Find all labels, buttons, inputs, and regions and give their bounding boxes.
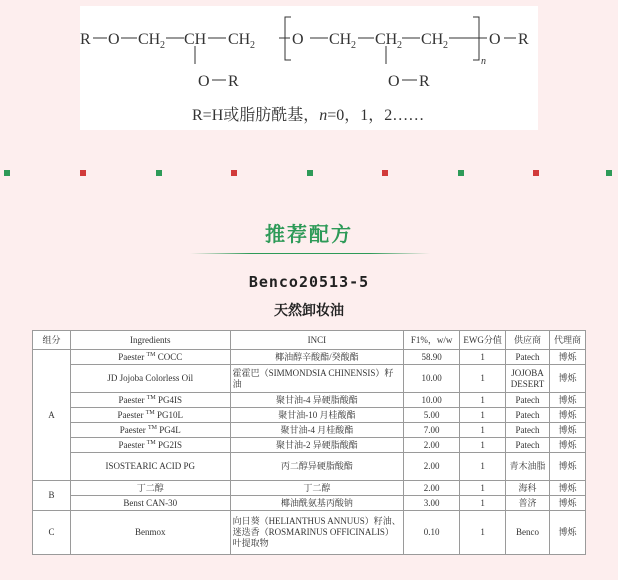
inci-cell: 椰油酰氨基丙酸钠 (230, 496, 404, 511)
atom-ch2: CH (138, 31, 161, 48)
ewg-cell: 1 (460, 393, 506, 408)
f1-cell: 2.00 (404, 453, 460, 481)
supplier-cell: 海科 (506, 481, 550, 496)
recipe-table (32, 330, 586, 555)
ingredient-suffix: COCC (157, 351, 183, 362)
table-row (33, 423, 586, 438)
table-row (33, 438, 586, 453)
header-cell: 供应商 (506, 331, 550, 350)
section-title: 推荐配方 (265, 222, 353, 246)
table-row (33, 481, 586, 496)
side-atom-o: O (198, 73, 210, 90)
inci-cell: 聚甘油-4 异硬脂酸酯 (230, 393, 404, 408)
dot-green (606, 170, 612, 176)
supplier-cell: JOJOBA DESERT (506, 365, 550, 393)
ingredient-name: Paester (119, 424, 146, 435)
dot-green (4, 170, 10, 176)
atom-subscript: 2 (160, 40, 165, 51)
header-cell: 代理商 (550, 331, 586, 350)
ewg-cell: 1 (460, 423, 506, 438)
atom-ch2: CH (329, 31, 352, 48)
agent-cell: 博烁 (550, 496, 586, 511)
dot-red (533, 170, 539, 176)
agent-cell: 博烁 (550, 350, 586, 365)
ingredient-name: Paester (118, 394, 145, 405)
ingredient-suffix: PG4IS (157, 394, 182, 405)
atom-r-right: R (518, 31, 529, 48)
side-atom-r: R (419, 73, 430, 90)
trademark-mark: TM (146, 439, 156, 446)
atom-ch: CH (184, 31, 207, 48)
ingredient-cell (70, 438, 230, 453)
agent-cell: 博烁 (550, 408, 586, 423)
group-label-cell: C (33, 511, 71, 555)
side-atom-r: R (228, 73, 239, 90)
ewg-cell: 1 (460, 481, 506, 496)
decorative-dot-row (0, 168, 618, 178)
agent-cell: 博烁 (550, 481, 586, 496)
table-row (33, 393, 586, 408)
table-row (33, 453, 586, 481)
table-row (33, 511, 586, 555)
f1-cell: 3.00 (404, 496, 460, 511)
title-underline (190, 253, 430, 254)
formula-name: 天然卸妆油 (274, 303, 344, 319)
f1-cell: 5.00 (404, 408, 460, 423)
dot-red (80, 170, 86, 176)
inci-cell: 向日葵（HELIANTHUS ANNUUS）籽油、迷迭香（ROSMARINUS OFFICINALIS）叶提取物 (230, 511, 404, 555)
f1-cell: 7.00 (404, 423, 460, 438)
caption-text: R=H或脂肪酰基， (192, 107, 320, 124)
trademark-mark: TM (146, 351, 156, 358)
dot-green (307, 170, 313, 176)
table-row (33, 496, 586, 511)
caption-variable: n (319, 107, 328, 124)
f1-cell: 0.10 (404, 511, 460, 555)
ewg-cell: 1 (460, 496, 506, 511)
caption-text: =0，1，2…… (327, 107, 425, 124)
ingredient-cell (70, 408, 230, 423)
atom-o: O (489, 31, 501, 48)
atom-ch2: CH (375, 31, 398, 48)
inci-cell: 椰油醇辛酸酯/癸酸酯 (230, 350, 404, 365)
header-cell: Ingredients (70, 331, 230, 350)
trademark-mark: TM (145, 409, 155, 416)
inci-cell: 丙二醇异硬脂酸酯 (230, 453, 404, 481)
ingredient-suffix: PG10L (156, 409, 183, 420)
atom-subscript: 2 (351, 40, 356, 51)
group-label-cell: A (33, 350, 71, 481)
inci-cell: 丁二醇 (230, 481, 404, 496)
dot-red (382, 170, 388, 176)
agent-cell: 博烁 (550, 438, 586, 453)
f1-cell: 58.90 (404, 350, 460, 365)
table-row (33, 408, 586, 423)
atom-ch2: CH (228, 31, 251, 48)
inci-cell: 聚甘油-4 月桂酸酯 (230, 423, 404, 438)
header-cell: INCI (230, 331, 404, 350)
atom-subscript: 2 (250, 40, 255, 51)
supplier-cell: Patech (506, 438, 550, 453)
ewg-cell: 1 (460, 438, 506, 453)
trademark-mark: TM (147, 424, 157, 431)
atom-o: O (292, 31, 304, 48)
ewg-cell: 1 (460, 511, 506, 555)
inci-cell: 霍霍巴（SIMMONDSIA CHINENSIS）籽油 (230, 365, 404, 393)
atom-ch2: CH (421, 31, 444, 48)
agent-cell: 博烁 (550, 365, 586, 393)
ingredient-cell (70, 393, 230, 408)
group-label-cell: B (33, 481, 71, 511)
ingredient-name: Paester (118, 439, 145, 450)
ingredient-cell: ISOSTEARIC ACID PG (70, 453, 230, 481)
side-atom-o: O (388, 73, 400, 90)
supplier-cell: Patech (506, 423, 550, 438)
ingredient-cell (70, 350, 230, 365)
table-row (33, 365, 586, 393)
atom-subscript: 2 (397, 40, 402, 51)
formula-code: Benco20513-5 (248, 273, 370, 291)
structure-caption (192, 102, 552, 125)
ingredient-name: Paester (117, 409, 144, 420)
ingredient-cell (70, 423, 230, 438)
inci-cell: 聚甘油-2 异硬脂酸酯 (230, 438, 404, 453)
ingredient-cell: JD Jojoba Colorless Oil (70, 365, 230, 393)
header-cell: 组分 (33, 331, 71, 350)
f1-cell: 2.00 (404, 481, 460, 496)
header-cell: F1%，w/w (404, 331, 460, 350)
header-cell: EWG分值 (460, 331, 506, 350)
supplier-cell: 青木油脂 (506, 453, 550, 481)
dot-red (231, 170, 237, 176)
atom-r-left: R (80, 31, 91, 48)
ewg-cell: 1 (460, 408, 506, 423)
f1-cell: 10.00 (404, 393, 460, 408)
atom-o: O (108, 31, 120, 48)
agent-cell: 博烁 (550, 453, 586, 481)
supplier-cell: Patech (506, 350, 550, 365)
supplier-cell: Patech (506, 393, 550, 408)
repeat-subscript: n (481, 56, 486, 67)
agent-cell: 博烁 (550, 511, 586, 555)
agent-cell: 博烁 (550, 423, 586, 438)
supplier-cell: Patech (506, 408, 550, 423)
ingredient-name: Paester (118, 351, 145, 362)
table-header-row (33, 331, 586, 350)
atom-subscript: 2 (443, 40, 448, 51)
ingredient-cell: Benmox (70, 511, 230, 555)
table-row (33, 350, 586, 365)
ewg-cell: 1 (460, 365, 506, 393)
ingredient-suffix: PG2IS (157, 439, 182, 450)
ingredient-suffix: PG4L (159, 424, 181, 435)
f1-cell: 2.00 (404, 438, 460, 453)
dot-green (156, 170, 162, 176)
f1-cell: 10.00 (404, 365, 460, 393)
ewg-cell: 1 (460, 453, 506, 481)
structure-formula-box (80, 6, 538, 130)
ingredient-cell: 丁二醇 (70, 481, 230, 496)
supplier-cell: 普济 (506, 496, 550, 511)
agent-cell: 博烁 (550, 393, 586, 408)
inci-cell: 聚甘油-10 月桂酸酯 (230, 408, 404, 423)
trademark-mark: TM (146, 394, 156, 401)
ewg-cell: 1 (460, 350, 506, 365)
ingredient-cell: Benst CAN-30 (70, 496, 230, 511)
dot-green (458, 170, 464, 176)
supplier-cell: Benco (506, 511, 550, 555)
